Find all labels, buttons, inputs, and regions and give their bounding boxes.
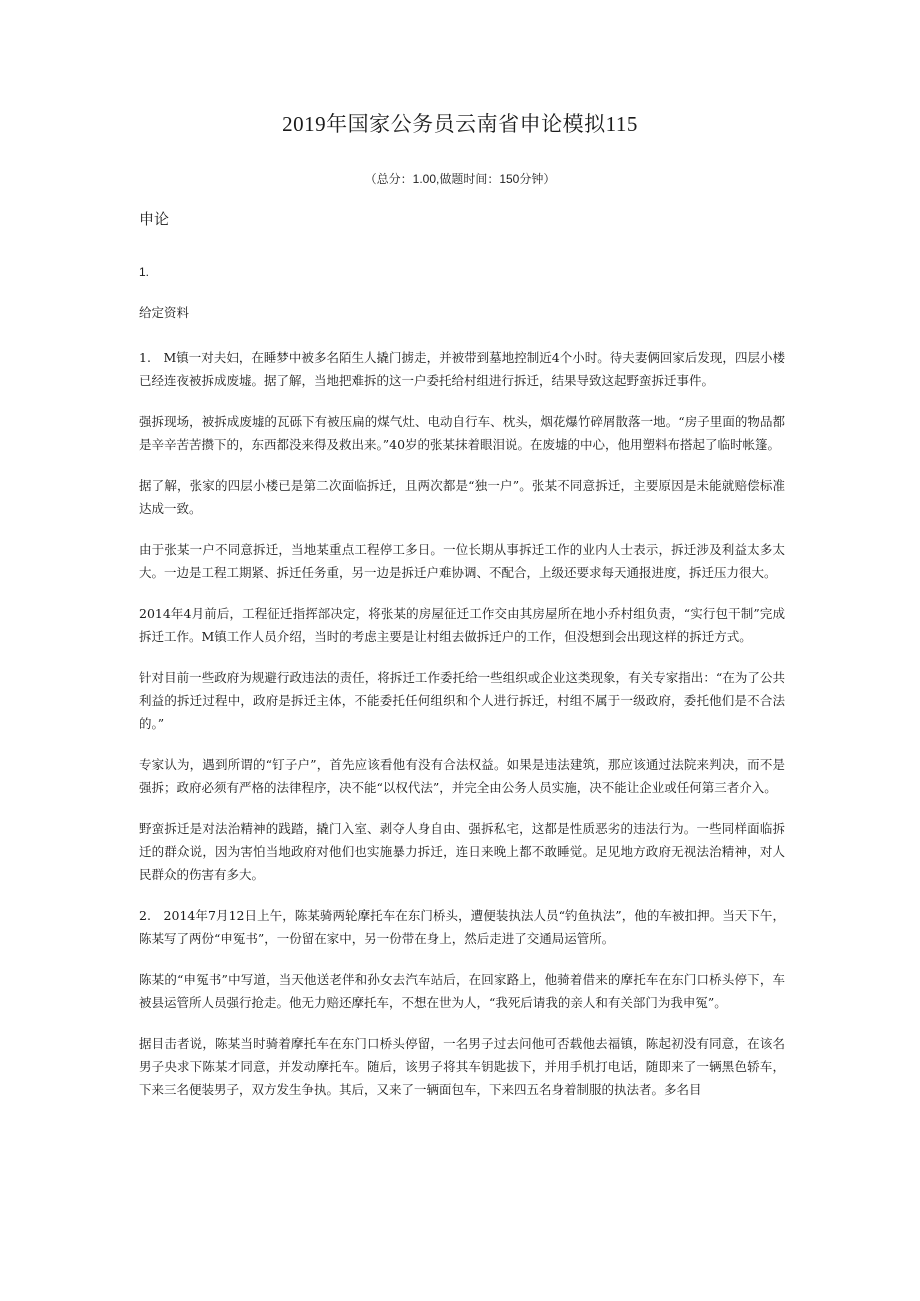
paragraph: 针对目前一些政府为规避行政违法的责任，将拆迁工作委托给一些组织或企业这类现象，有关专家指出：“在为了公共利益的拆迁过程中，政府是拆迁主体，不能委托任何组织和个人进行拆迁，村组不属于一级政府，委托他们是不合法的。” xyxy=(139,670,785,731)
section-heading: 申论 xyxy=(139,210,170,228)
paragraph: 2. 2014年7月12日上午，陈某骑两轮摩托车在东门桥头，遭便装执法人员“钓鱼执法”，他的车被扣押。当天下午，陈某写了两份“申冤书”，一份留在家中，另一份带在身上，然后走进了交通局运管所。 xyxy=(139,908,785,946)
given-materials-heading: 给定资料 xyxy=(139,305,190,320)
document-title: 2019年国家公务员云南省申论模拟115 xyxy=(282,112,638,136)
exam-meta: （总分：1.00,做题时间：150分钟） xyxy=(364,172,556,186)
paragraph: 据目击者说，陈某当时骑着摩托车在东门口桥头停留，一名男子过去问他可否载他去福镇，陈起初没有同意，在该名男子央求下陈某才同意，并发动摩托车。随后，该男子将其车钥匙拔下，并用手机打电话，随即来了一辆黑色轿车，下来三名便装男子，双方发生争执。其后，又来了一辆面包车，下来四五名身着制服的执法者。多名目 xyxy=(139,1036,785,1097)
paragraph: 2014年4月前后，工程征迁指挥部决定，将张某的房屋征迁工作交由其房屋所在地小乔村组负责，“实行包干制”完成拆迁工作。M镇工作人员介绍，当时的考虑主要是让村组去做拆迁户的工作，但没想到会出现这样的拆迁方式。 xyxy=(139,606,785,644)
question-number: 1. xyxy=(139,265,150,279)
paragraph: 据了解，张家的四层小楼已是第二次面临拆迁，且两次都是“独一户”。张某不同意拆迁，主要原因是未能就赔偿标准达成一致。 xyxy=(139,478,785,516)
paragraph: 由于张某一户不同意拆迁，当地某重点工程停工多日。一位长期从事拆迁工作的业内人士表示，拆迁涉及利益太多太大。一边是工程工期紧、拆迁任务重，另一边是拆迁户难协调、不配合，上级还要求每天通报进度，拆迁压力很大。 xyxy=(139,542,785,580)
paragraph: 陈某的“申冤书”中写道，当天他送老伴和孙女去汽车站后，在回家路上，他骑着借来的摩托车在东门口桥头停下，车被县运管所人员强行抢走。他无力赔还摩托车，不想在世为人，“我死后请我的亲人和有关部门为我申冤”。 xyxy=(139,972,785,1010)
paragraph: 强拆现场，被拆成废墟的瓦砾下有被压扁的煤气灶、电动自行车、枕头，烟花爆竹碎屑散落一地。“房子里面的物品都是辛辛苦苦攒下的，东西都没来得及救出来。”40岁的张某抹着眼泪说。在废墟的中心，他用塑料布搭起了临时帐篷。 xyxy=(139,414,785,452)
paragraph: 专家认为，遇到所谓的“钉子户”，首先应该看他有没有合法权益。如果是违法建筑，那应该通过法院来判决，而不是强拆；政府必须有严格的法律程序，决不能“以权代法”，并完全由公务人员实施，决不能让企业或任何第三者介入。 xyxy=(139,757,785,795)
material-body xyxy=(139,346,785,1119)
paragraph: 1. M镇一对夫妇，在睡梦中被多名陌生人撬门掳走，并被带到墓地控制近4个小时。待夫妻俩回家后发现，四层小楼已经连夜被拆成废墟。据了解，当地把难拆的这一户委托给村组进行拆迁，结果导致这起野蛮拆迁事件。 xyxy=(139,350,785,388)
paragraph: 野蛮拆迁是对法治精神的践踏，撬门入室、剥夺人身自由、强拆私宅，这都是性质恶劣的违法行为。一些同样面临拆迁的群众说，因为害怕当地政府对他们也实施暴力拆迁，连日来晚上都不敢睡觉。足见地方政府无视法治精神，对人民群众的伤害有多大。 xyxy=(139,821,785,882)
